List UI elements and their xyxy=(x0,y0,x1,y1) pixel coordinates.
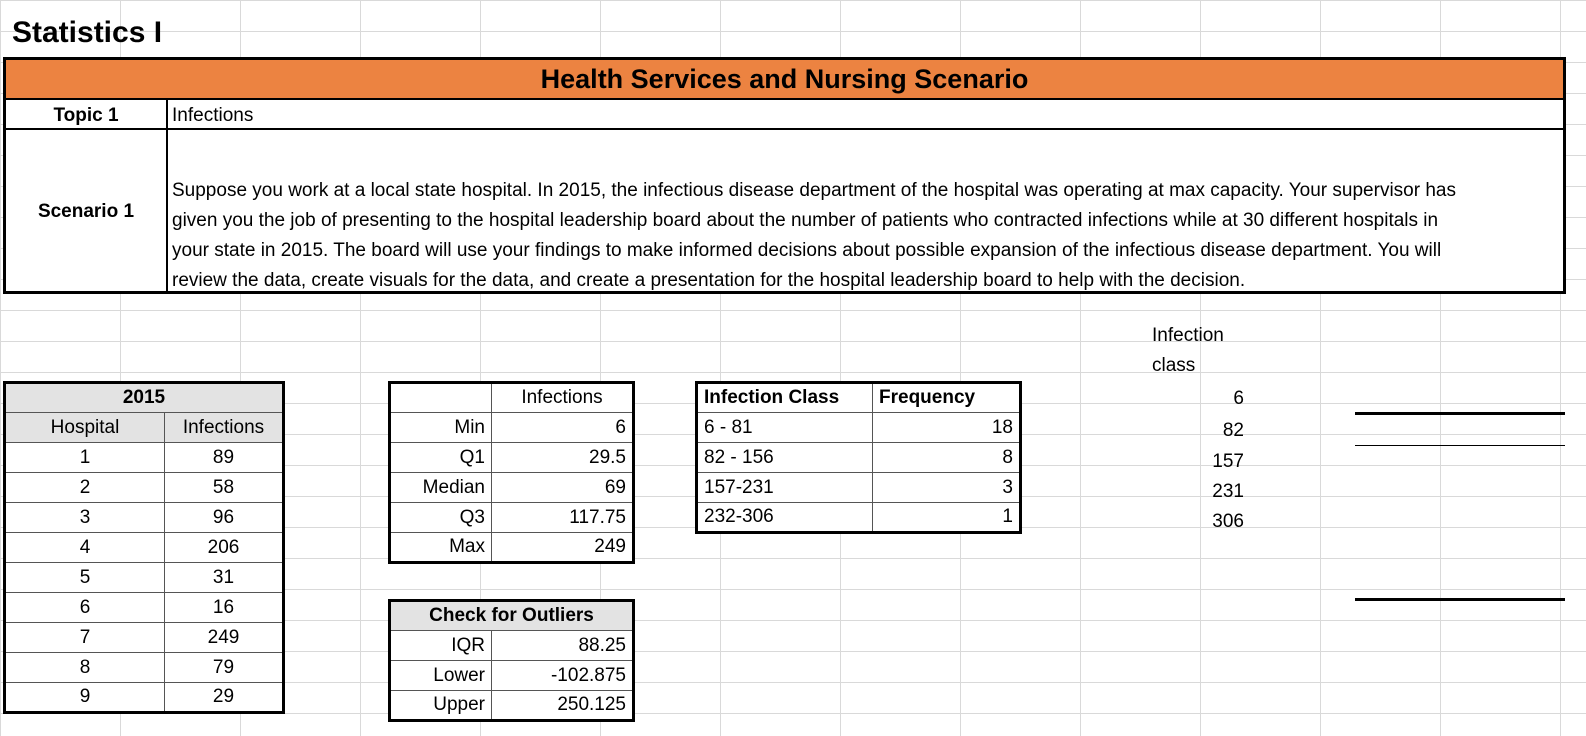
table-row xyxy=(5,443,284,473)
table-row xyxy=(5,623,284,653)
infection-class-value[interactable]: 6 xyxy=(1233,387,1244,409)
infection-class-header-line2[interactable]: class xyxy=(1152,354,1196,376)
scenario-header[interactable]: Health Services and Nursing Scenario xyxy=(6,60,1563,100)
table-row xyxy=(5,503,284,533)
infections-cell[interactable]: 89 xyxy=(165,443,284,473)
table-row xyxy=(390,503,634,533)
infection-class-value[interactable]: 157 xyxy=(1212,450,1244,472)
frequency-cell[interactable]: 8 xyxy=(873,443,1021,473)
table-row xyxy=(697,443,1021,473)
frequency-cell[interactable]: 1 xyxy=(873,503,1021,533)
stat-label[interactable]: Q1 xyxy=(390,443,492,473)
scenario-divider xyxy=(6,128,1563,130)
hospital-cell[interactable]: 1 xyxy=(5,443,165,473)
infections-cell[interactable]: 29 xyxy=(165,683,284,713)
outliers-table xyxy=(388,599,635,722)
table-row xyxy=(697,503,1021,533)
frequency-cell[interactable]: 3 xyxy=(873,473,1021,503)
scenario-line: your state in 2015. The board will use your findings to make informed decisions about possible expansion of the infectious disease department. You will xyxy=(172,240,1442,261)
topic-label[interactable]: Topic 1 xyxy=(6,102,166,128)
hospital-cell[interactable]: 5 xyxy=(5,563,165,593)
infection-class-value[interactable]: 231 xyxy=(1212,480,1244,502)
infections-cell[interactable]: 96 xyxy=(165,503,284,533)
table-row xyxy=(5,473,284,503)
table-row xyxy=(390,443,634,473)
scenario-line: Suppose you work at a local state hospital. In 2015, the infectious disease department of the hospital was operating at max capacity. Your supervisor has xyxy=(172,180,1456,201)
outlier-label[interactable]: Lower xyxy=(390,661,492,691)
infections-cell[interactable]: 249 xyxy=(165,623,284,653)
stat-value[interactable]: 117.75 xyxy=(492,503,634,533)
stat-label[interactable]: Max xyxy=(390,533,492,563)
infections-cell[interactable]: 16 xyxy=(165,593,284,623)
scenario-column-divider xyxy=(166,100,168,291)
table-row xyxy=(5,653,284,683)
hospital-cell[interactable]: 2 xyxy=(5,473,165,503)
cell-border-line xyxy=(1355,412,1565,415)
table-row xyxy=(697,413,1021,443)
stat-label[interactable]: Median xyxy=(390,473,492,503)
class-cell[interactable]: 6 - 81 xyxy=(697,413,873,443)
stat-value[interactable]: 69 xyxy=(492,473,634,503)
table-row xyxy=(5,683,284,713)
stat-value[interactable]: 29.5 xyxy=(492,443,634,473)
outlier-value[interactable]: -102.875 xyxy=(492,661,634,691)
table-row xyxy=(5,593,284,623)
hospital-cell[interactable]: 6 xyxy=(5,593,165,623)
table-row xyxy=(697,473,1021,503)
scenario-line: given you the job of presenting to the hospital leadership board about the number of patients who contracted infections while at 30 different hospitals in xyxy=(172,210,1439,231)
class-cell[interactable]: 232-306 xyxy=(697,503,873,533)
infection-class-value[interactable]: 306 xyxy=(1212,510,1244,532)
table-row xyxy=(390,631,634,661)
data-table-2015 xyxy=(3,381,285,714)
infection-class-value[interactable]: 82 xyxy=(1222,419,1244,441)
col-infection-class[interactable]: Infection Class xyxy=(697,383,873,413)
hospital-cell[interactable]: 4 xyxy=(5,533,165,563)
frequency-table xyxy=(695,381,1022,534)
sheet-title: Statistics I xyxy=(12,16,163,49)
outlier-value[interactable]: 88.25 xyxy=(492,631,634,661)
stat-value[interactable]: 249 xyxy=(492,533,634,563)
scenario-text[interactable] xyxy=(172,176,1552,296)
col-frequency[interactable]: Frequency xyxy=(873,383,1021,413)
infections-cell[interactable]: 79 xyxy=(165,653,284,683)
table-row xyxy=(390,661,634,691)
cell-border-line xyxy=(1355,598,1565,601)
stat-label[interactable]: Min xyxy=(390,413,492,443)
hospital-cell[interactable]: 9 xyxy=(5,683,165,713)
class-cell[interactable]: 157-231 xyxy=(697,473,873,503)
stat-value[interactable]: 6 xyxy=(492,413,634,443)
col-infections[interactable]: Infections xyxy=(165,413,284,443)
scenario-label[interactable]: Scenario 1 xyxy=(6,196,166,226)
five-number-header[interactable]: Infections xyxy=(492,383,634,413)
hospital-cell[interactable]: 8 xyxy=(5,653,165,683)
outlier-value[interactable]: 250.125 xyxy=(492,691,634,721)
table-row xyxy=(390,533,634,563)
class-cell[interactable]: 82 - 156 xyxy=(697,443,873,473)
cell-border-line xyxy=(1355,445,1565,446)
infection-class-header-line1[interactable]: Infection xyxy=(1152,324,1224,346)
outlier-label[interactable]: IQR xyxy=(390,631,492,661)
col-hospital[interactable]: Hospital xyxy=(5,413,165,443)
hospital-cell[interactable]: 3 xyxy=(5,503,165,533)
outliers-header[interactable]: Check for Outliers xyxy=(390,601,634,631)
topic-value[interactable]: Infections xyxy=(168,102,568,128)
table-row xyxy=(390,473,634,503)
stat-label[interactable]: Q3 xyxy=(390,503,492,533)
outlier-label[interactable]: Upper xyxy=(390,691,492,721)
table-row xyxy=(5,533,284,563)
table-row xyxy=(5,563,284,593)
empty-header-cell[interactable] xyxy=(390,383,492,413)
frequency-cell[interactable]: 18 xyxy=(873,413,1021,443)
infections-cell[interactable]: 206 xyxy=(165,533,284,563)
table-row xyxy=(390,691,634,721)
five-number-summary-table xyxy=(388,381,635,564)
table-row xyxy=(390,413,634,443)
infections-cell[interactable]: 31 xyxy=(165,563,284,593)
scenario-line: review the data, create visuals for the data, and create a presentation for the hospital leadership board to help with the decision. xyxy=(172,270,1246,291)
infections-cell[interactable]: 58 xyxy=(165,473,284,503)
year-header[interactable]: 2015 xyxy=(5,383,284,413)
hospital-cell[interactable]: 7 xyxy=(5,623,165,653)
